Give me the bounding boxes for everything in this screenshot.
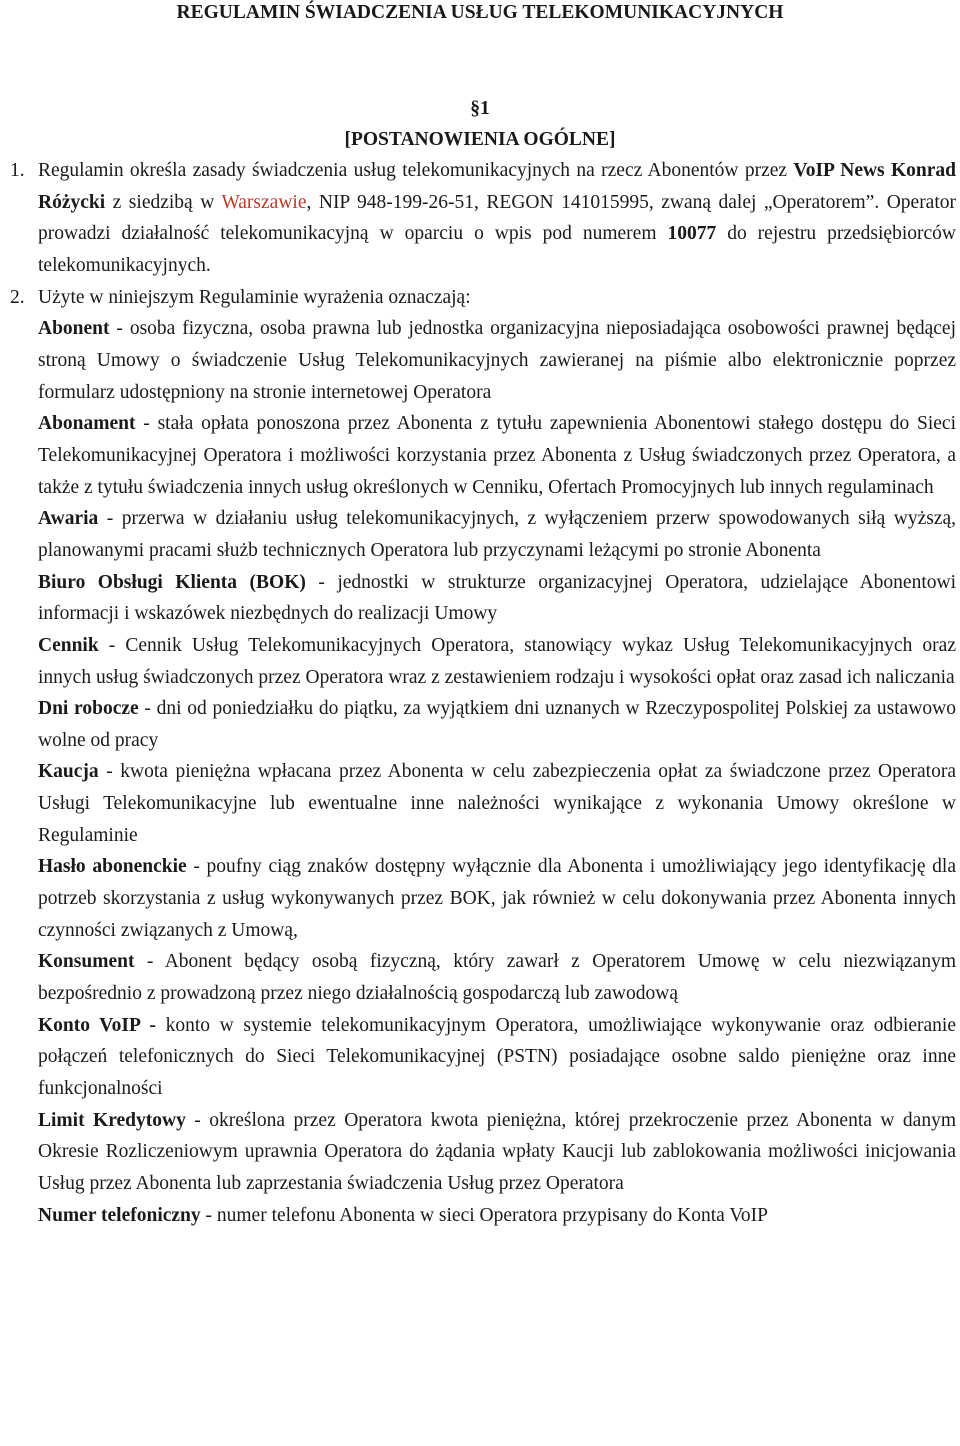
definition-cennik [38,630,956,693]
definition-awaria [38,503,956,566]
definition-term: Cennik [38,634,99,656]
definition-limit-kredytowy [38,1105,956,1200]
item2-text: Użyte w niniejszym Regulaminie wyrażenia oznaczają: [38,286,471,308]
definition-term: Dni robocze [38,698,139,720]
section-number: §1 [470,98,490,119]
item1-text-a: Regulamin określa zasady świadczenia usług telekomunikacyjnych na rzecz Abonentów przez [38,160,794,181]
definition-term: Biuro Obsługi Klienta (BOK) [38,571,306,593]
item1-text-c: , NIP 948-199-26-51, REGON 141015995, zwaną dalej „Operatorem”. Operator prowadzi działalność telekomunikacyjną w oparciu o wpis pod numerem [38,191,956,245]
document-title: REGULAMIN ŚWIADCZENIA USŁUG TELEKOMUNIKACYJNYCH [176,2,784,23]
definition-term: Limit Kredytowy [38,1109,186,1131]
definition-abonent [38,313,956,408]
definition-term: Kaucja [38,761,99,783]
city-link[interactable]: Warszawie [221,191,307,213]
definition-term: Numer telefoniczny [38,1204,201,1226]
definition-text: - stała opłata ponoszona przez Abonenta z tytułu zapewnienia Abonentowi stałego dostępu do Sieci Telekomunikacyjnej Operatora i możliwości korzystania przez Abonenta z Usług świadczonych przez Operatora, a także z tytułu świadczenia innych usług określonych w Cenniku, Ofertach Promocyjnych lub innych regulaminach [38,413,956,498]
item-number: 2. [10,286,25,308]
definition-konto-voip [38,1010,956,1105]
definition-text: - przerwa w działaniu usług telekomunikacyjnych, z wyłączeniem przerw spowodowanych siłą wyższą, planowanymi pracami służb technicznych Operatora lub przyczynami leżącymi po stronie Abonenta [38,508,956,561]
definition-text: - numer telefonu Abonenta w sieci Operatora przypisany do Konta VoIP [200,1204,768,1226]
definition-term: Hasło abonenckie [38,856,187,878]
definition-text: - osoba fizyczna, osoba prawna lub jednostka organizacyjna nieposiadająca osobowości prawnej będącej stroną Umowy o świadczenie Usług Telekomunikacyjnych zawieranej na piśmie albo elektronicznie poprzez formularz udostępniony na stronie internetowej Operatora [38,318,956,403]
definition-text: - Cennik Usług Telekomunikacyjnych Operatora, stanowiący wykaz Usług Telekomunikacyjnych oraz innych usług świadczonych przez Operatora wraz z zestawieniem rodzaju i wysokości opłat oraz zasad ich naliczania [38,634,956,688]
definition-term: Abonent [38,318,110,340]
definition-term: Konsument [38,951,135,973]
definition-dni-robocze [38,693,956,756]
definition-kaucja [38,756,956,851]
definition-text: - jednostki w strukturze organizacyjnej Operatora, udzielające Abonentowi informacji i wskazówek niezbędnych do realizacji Umowy [38,571,956,625]
company-name: VoIP News Konrad Różycki [38,160,956,213]
definition-term: Konto VoIP - [38,1014,156,1036]
item1-text-d: do rejestru przedsiębiorców telekomunikacyjnych. [38,223,956,276]
definition-term: Abonament [38,413,136,435]
definition-text: konto w systemie telekomunikacyjnym Operatora, umożliwiające wykonywanie oraz odbieranie połączeń telefonicznych do Sieci Telekomunikacyjnej (PSTN) posiadające osobne saldo pieniężne oraz inne funkcjonalności [38,1014,956,1100]
item-number: 1. [10,160,25,181]
registry-number: 10077 [667,223,717,245]
definition-numer-telefoniczny [38,1200,956,1232]
definition-term: Awaria [38,508,99,530]
paragraph-item-2 [10,282,956,314]
definition-text: - Abonent będący osobą fizyczną, który zawarł z Operatorem Umowę w celu niezwiązanym bezpośrednio z prowadzoną przez niego działalnością gospodarczą lub zawodową [38,951,956,1005]
item1-text-b: z siedzibą w [105,191,222,213]
definition-abonament [38,408,956,503]
definition-konsument [38,946,956,1009]
definition-text: - określona przez Operatora kwota pieniężna, której przekroczenie przez Abonenta w danym Okresie Rozliczeniowym uprawnia Operatora do żądania wpłaty Kaucji lub zablokowania możliwości inicjowania Usług przez Abonenta lub zaprzestania świadczenia Usług przez Operatora [38,1109,956,1194]
definition-bok [38,567,956,630]
paragraph-item-1 [10,155,956,282]
document-body [10,155,956,1231]
definition-text: - dni od poniedziałku do piątku, za wyjątkiem dni uznanych w Rzeczypospolitej Polskiej za ustawowo wolne od pracy [38,698,956,751]
definition-text: - kwota pieniężna wpłacana przez Abonenta w celu zabezpieczenia opłat za świadczone przez Operatora Usługi Telekomunikacyjne lub ewentualne inne należności wynikające z wykonania Umowy określone w Regulaminie [38,761,956,846]
definition-haslo-abonenckie [38,851,956,946]
section-heading: [POSTANOWIENIA OGÓLNE] [344,129,616,150]
definition-text: - poufny ciąg znaków dostępny wyłącznie dla Abonenta i umożliwiający jego identyfikację dla potrzeb skorzystania z usług wykonywanych przez BOK, jak również w celu dokonywania przez Abonenta innych czynności związanych z Umową, [38,856,956,941]
